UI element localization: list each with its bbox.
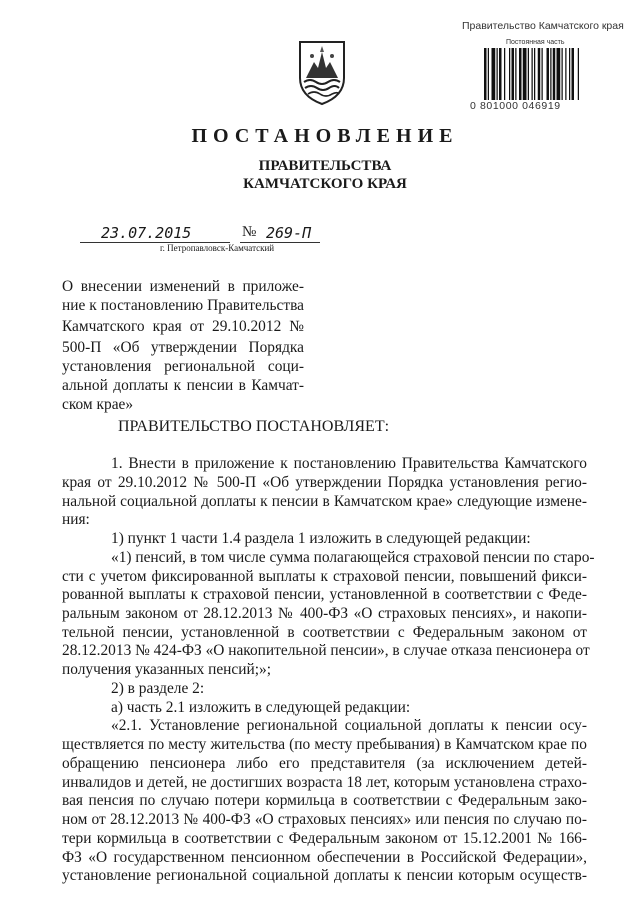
body-line: установление региональной социальной доплаты к пенсии которым осуществ- — [62, 867, 587, 884]
body-line: 28.12.2013 № 424-ФЗ «О накопительной пенсии», в случае отказа пенсионера от — [62, 642, 590, 659]
issuer-line-2: КАМЧАТСКОГО КРАЯ — [243, 176, 407, 192]
body-line: «1) пенсий, в том числе сумма полагающейся страховой пенсии по старо- — [111, 549, 595, 566]
coat-of-arms-emblem — [296, 38, 348, 106]
body-line: ния: — [62, 511, 90, 528]
subject-line: Камчатского края от 29.10.2012 № — [62, 318, 304, 335]
subject-line: установления региональной соци- — [62, 358, 304, 375]
body-line: ральным законом от 28.12.2013 № 400-ФЗ «О страховых пенсиях», и накопи- — [62, 605, 587, 622]
number-sign: № — [242, 224, 257, 240]
subject-line: ском крае» — [62, 396, 134, 413]
barcode-number: 0 801000 046919 — [470, 100, 561, 112]
subject-line: ние к постановлению Правительства — [62, 297, 304, 314]
body-line: тельной пенсии, установленной в соответствии с Федеральным законом от — [62, 624, 587, 641]
stamp-org-name: Правительство Камчатского края — [462, 20, 624, 32]
body-line: рованной выплаты к страховой пенсии, установленной в соответствии с Феде- — [62, 586, 587, 603]
barcode-bars — [484, 48, 624, 100]
resolves-heading: ПРАВИТЕЛЬСТВО ПОСТАНОВЛЯЕТ: — [118, 418, 390, 435]
body-line: получения указанных пенсий;»; — [62, 661, 271, 678]
subject-line: 500-П «Об утверждении Порядка — [62, 339, 304, 356]
subject-line: О внесении изменений в приложе- — [62, 278, 304, 295]
body-line: 1. Внести в приложение к постановлению Правительства Камчатского — [111, 455, 587, 472]
body-line: ществляется по месту жительства (по месту пребывания) в Камчатском крае по — [62, 736, 587, 753]
issuer-line-1: ПРАВИТЕЛЬСТВА — [258, 158, 392, 174]
body-line: обращению пенсионера либо его представителя (за исключением детей- — [62, 755, 587, 772]
stamp-subtitle: Постоянная часть — [506, 39, 565, 46]
subject-line: альной доплаты к пенсии в Камчат- — [62, 377, 304, 394]
body-line: «2.1. Установление региональной социальной доплаты к пенсии осу- — [111, 717, 587, 734]
city-line: г. Петропавловск-Камчатский — [160, 243, 275, 253]
body-line: инвалидов и детей, не достигших возраста 18 лет, которым установлена страхо- — [62, 774, 587, 791]
body-line: ном от 28.12.2013 № 400-ФЗ «О страховых пенсиях» или пенсия по случаю по- — [62, 811, 587, 828]
document-date: 23.07.2015 — [101, 224, 192, 242]
body-line: нальной социальной доплаты к пенсии в Камчатском крае» следующие измене- — [62, 493, 587, 510]
document-number: 269-П — [266, 224, 312, 242]
body-line: а) часть 2.1 изложить в следующей редакции: — [111, 699, 411, 716]
body-line: ФЗ «О государственном пенсионном обеспечении в Российской Федерации», — [62, 849, 587, 866]
barcode — [484, 48, 624, 100]
body-line: края от 29.10.2012 № 500-П «Об утверждении Порядка установления регио- — [62, 474, 587, 491]
document-type-title: ПОСТАНОВЛЕНИЕ — [191, 125, 459, 147]
body-line: тери кормильца в соответствии с Федеральным законом от 15.12.2001 № 166- — [62, 830, 587, 847]
body-line: 2) в разделе 2: — [111, 680, 205, 697]
body-line: вая пенсия по случаю потери кормильца в соответствии с Федеральным зако- — [62, 792, 587, 809]
body-line: 1) пункт 1 части 1.4 раздела 1 изложить в следующей редакции: — [111, 530, 531, 547]
registration-stamp — [440, 20, 624, 130]
body-line: сти с учетом фиксированной выплаты к страховой пенсии, повышений фикси- — [62, 568, 587, 585]
